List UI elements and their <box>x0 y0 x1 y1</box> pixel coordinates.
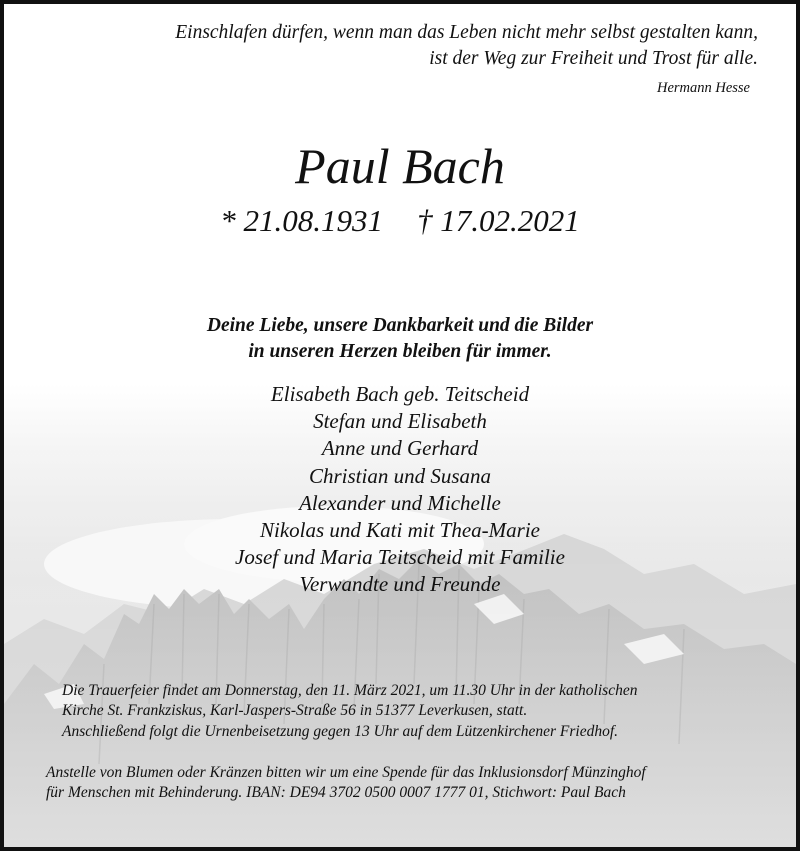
mourner-entry: Elisabeth Bach geb. Teitscheid <box>270 382 530 406</box>
mourner-entry: Alexander und Michelle <box>299 490 501 515</box>
donation-line: für Menschen mit Behinderung. IBAN: DE94 3702 0500 0007 1777 01, Stichwort: Paul Bach <box>46 784 626 802</box>
funeral-service-notice <box>62 681 637 742</box>
hesse-quote <box>175 20 758 72</box>
mourner-entry: Anne und Gerhard <box>321 436 479 461</box>
service-line: Anschließend folgt die Urnenbeisetzung gegen 13 Uhr auf dem Lützenkirchener Friedhof. <box>62 722 619 740</box>
mourners-list <box>4 381 796 599</box>
motto-line: in unseren Herzen bleiben für immer. <box>248 341 552 362</box>
motto-text <box>4 313 796 365</box>
service-line: Die Trauerfeier findet am Donnerstag, den 11. März 2021, um 11.30 Uhr in der katholischen <box>62 682 638 699</box>
mourner-entry: Christian und Susana <box>308 463 492 488</box>
mourner-entry: Stefan und Elisabeth <box>313 409 487 434</box>
motto-line: Deine Liebe, unsere Dankbarkeit und die Bilder <box>206 315 594 336</box>
donation-line: Anstelle von Blumen oder Kränzen bitten wir um eine Spende für das Inklusionsdorf Münzinghof <box>46 764 646 781</box>
service-line: Kirche St. Frankziskus, Karl-Jaspers-Straße 56 in 51377 Leverkusen, statt. <box>62 702 528 720</box>
birth-date: * 21.08.1931 <box>220 203 383 238</box>
life-dates <box>4 201 796 241</box>
mourner-entry: Verwandte und Freunde <box>299 572 501 597</box>
quote-line: ist der Weg zur Freiheit und Trost für alle. <box>429 48 758 69</box>
mourner-entry: Nikolas und Kati mit Thea-Marie <box>260 518 540 543</box>
donation-notice <box>46 763 646 804</box>
death-date: † 17.02.2021 <box>417 203 580 238</box>
deceased-name: Paul Bach <box>295 138 505 194</box>
quote-line: Einschlafen dürfen, wenn man das Leben nicht mehr selbst gestalten kann, <box>175 22 758 43</box>
quote-author: Hermann Hesse <box>656 80 750 96</box>
mourner-entry: Josef und Maria Teitscheid mit Familie <box>235 545 565 570</box>
